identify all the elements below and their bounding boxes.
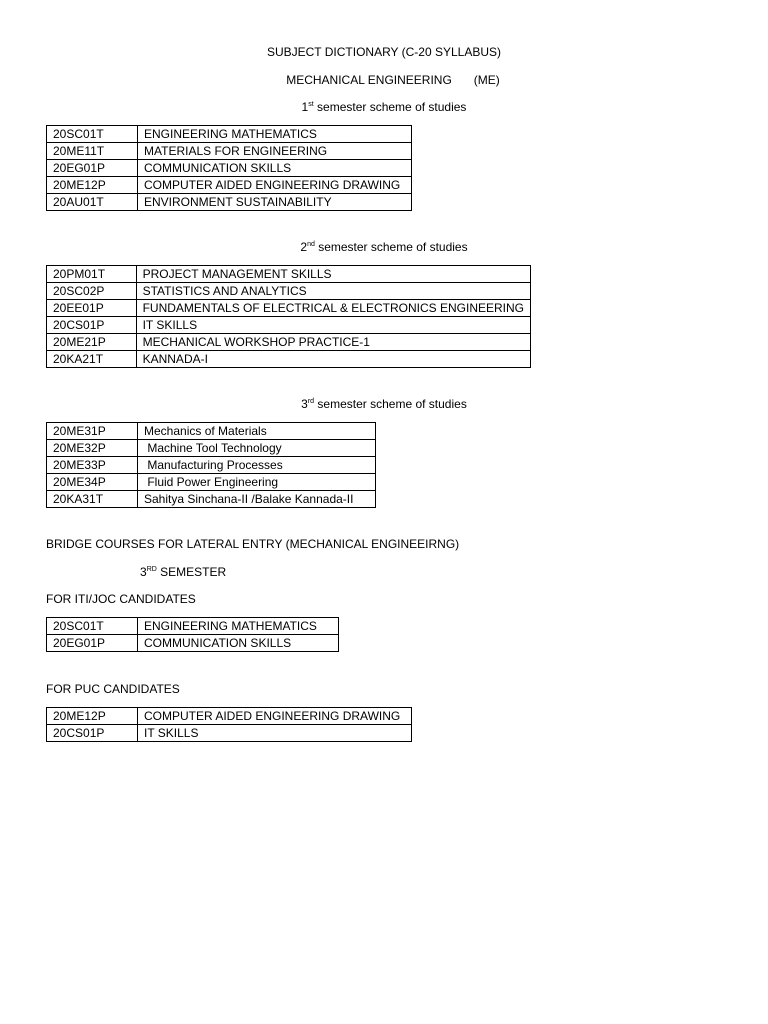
sem2-suffix: nd bbox=[307, 241, 315, 248]
table-row bbox=[47, 317, 531, 334]
subject-code: 20KA21T bbox=[47, 351, 137, 368]
sem1-caption: semester scheme of studies bbox=[317, 100, 467, 114]
subject-name: STATISTICS AND ANALYTICS bbox=[136, 283, 530, 300]
table-row bbox=[47, 618, 339, 635]
subject-name: KANNADA-I bbox=[136, 351, 530, 368]
puc-heading bbox=[46, 682, 180, 696]
subject-code: 20ME11T bbox=[47, 143, 138, 160]
subject-code: 20KA31T bbox=[47, 491, 138, 508]
bridge-semester-heading bbox=[140, 565, 226, 579]
subject-name: COMPUTER AIDED ENGINEERING DRAWING bbox=[138, 177, 412, 194]
sem3-caption: semester scheme of studies bbox=[317, 397, 467, 411]
subject-name: Mechanics of Materials bbox=[138, 423, 376, 440]
subject-name: IT SKILLS bbox=[136, 317, 530, 334]
subject-code: 20EG01P bbox=[47, 635, 138, 652]
subject-code: 20ME21P bbox=[47, 334, 137, 351]
sem1-heading bbox=[0, 100, 768, 114]
branch-abbr: (ME) bbox=[473, 73, 500, 87]
table-row bbox=[47, 440, 376, 457]
subject-code: 20AU01T bbox=[47, 194, 138, 211]
subject-code: 20ME34P bbox=[47, 474, 138, 491]
table-row bbox=[47, 334, 531, 351]
subject-name: ENGINEERING MATHEMATICS bbox=[138, 618, 339, 635]
subject-code: 20ME31P bbox=[47, 423, 138, 440]
subject-name: ENGINEERING MATHEMATICS bbox=[138, 126, 412, 143]
subject-code: 20EE01P bbox=[47, 300, 137, 317]
sem1-table bbox=[46, 125, 412, 211]
sem3-heading bbox=[0, 397, 768, 411]
iti-heading-text: FOR ITI/JOC CANDIDATES bbox=[46, 592, 196, 606]
table-row bbox=[47, 423, 376, 440]
bridge-title: BRIDGE COURSES FOR LATERAL ENTRY (MECHANICAL ENGINEEIRNG) bbox=[46, 537, 460, 551]
table-row bbox=[47, 457, 376, 474]
table-row bbox=[47, 177, 412, 194]
branch-name: MECHANICAL ENGINEERING bbox=[286, 73, 452, 87]
subject-name: MECHANICAL WORKSHOP PRACTICE-1 bbox=[136, 334, 530, 351]
table-row bbox=[47, 708, 412, 725]
subject-name: Sahitya Sinchana-II /Balake Kannada-II bbox=[138, 491, 376, 508]
document-title bbox=[0, 45, 768, 59]
table-row bbox=[47, 160, 412, 177]
iti-heading bbox=[46, 592, 196, 606]
sem2-caption: semester scheme of studies bbox=[318, 240, 468, 254]
sem3-table bbox=[46, 422, 376, 508]
table-row bbox=[47, 300, 531, 317]
subject-name: Fluid Power Engineering bbox=[138, 474, 376, 491]
table-row bbox=[47, 725, 412, 742]
subject-code: 20SC02P bbox=[47, 283, 137, 300]
subject-name: Machine Tool Technology bbox=[138, 440, 376, 457]
subject-name: Manufacturing Processes bbox=[138, 457, 376, 474]
bridge-sem-suffix: RD bbox=[146, 566, 157, 573]
subject-code: 20ME33P bbox=[47, 457, 138, 474]
sem2-heading bbox=[0, 240, 768, 254]
subject-code: 20CS01P bbox=[47, 317, 137, 334]
iti-table bbox=[46, 617, 339, 652]
sem2-number: 2 bbox=[300, 240, 308, 254]
subject-code: 20ME12P bbox=[47, 177, 138, 194]
subject-code: 20ME12P bbox=[47, 708, 138, 725]
table-row bbox=[47, 126, 412, 143]
bridge-sem-number: 3 bbox=[140, 565, 147, 579]
subject-code: 20SC01T bbox=[47, 126, 138, 143]
table-row bbox=[47, 474, 376, 491]
sem1-number: 1 bbox=[301, 100, 309, 114]
table-row bbox=[47, 635, 339, 652]
sem1-suffix: st bbox=[308, 101, 314, 108]
title-text: SUBJECT DICTIONARY (C-20 SYLLABUS) bbox=[266, 45, 502, 59]
table-row bbox=[47, 266, 531, 283]
bridge-sem-label: SEMESTER bbox=[160, 565, 227, 579]
subject-code: 20SC01T bbox=[47, 618, 138, 635]
subject-name: PROJECT MANAGEMENT SKILLS bbox=[136, 266, 530, 283]
subject-code: 20ME32P bbox=[47, 440, 138, 457]
subject-name: COMMUNICATION SKILLS bbox=[138, 635, 339, 652]
puc-heading-text: FOR PUC CANDIDATES bbox=[46, 682, 180, 696]
subject-code: 20EG01P bbox=[47, 160, 138, 177]
puc-table bbox=[46, 707, 412, 742]
sem3-number: 3 bbox=[301, 397, 308, 411]
bridge-heading bbox=[46, 537, 459, 551]
branch-heading bbox=[0, 73, 768, 87]
subject-name: ENVIRONMENT SUSTAINABILITY bbox=[138, 194, 412, 211]
subject-code: 20PM01T bbox=[47, 266, 137, 283]
sem2-table bbox=[46, 265, 531, 368]
subject-name: COMMUNICATION SKILLS bbox=[138, 160, 412, 177]
subject-code: 20CS01P bbox=[47, 725, 138, 742]
table-row bbox=[47, 194, 412, 211]
subject-name: IT SKILLS bbox=[138, 725, 412, 742]
table-row bbox=[47, 491, 376, 508]
table-row bbox=[47, 143, 412, 160]
subject-name: COMPUTER AIDED ENGINEERING DRAWING bbox=[138, 708, 412, 725]
subject-name: FUNDAMENTALS OF ELECTRICAL & ELECTRONICS ENGINEERING bbox=[136, 300, 530, 317]
table-row bbox=[47, 351, 531, 368]
subject-name: MATERIALS FOR ENGINEERING bbox=[138, 143, 412, 160]
table-row bbox=[47, 283, 531, 300]
sem3-suffix: rd bbox=[307, 398, 315, 405]
